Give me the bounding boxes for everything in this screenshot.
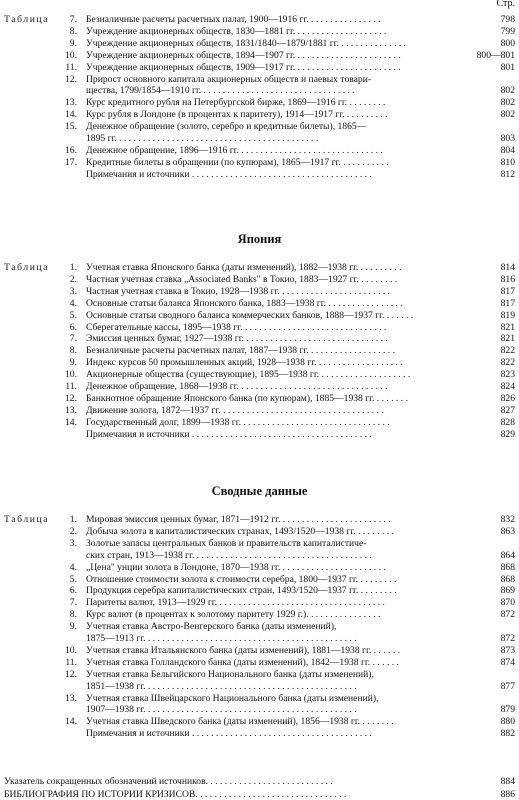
entry-title-line: Учреждение акционерных обществ, 1894—1907 гг. . . . . . . . . . . . . . . . . . . . . . . xyxy=(86,49,401,61)
toc-entry[interactable] xyxy=(0,157,519,169)
entry-title-line: ских стран, 1913—1938 гг. . . . . . . . . . . . . . . . . . . . . . . . . . . . . . . . . . . . . . xyxy=(86,549,372,561)
page-number: 802 xyxy=(500,109,515,121)
page-number: 816 xyxy=(500,273,515,285)
page-number: 798 xyxy=(500,14,515,25)
entry-number: 7. xyxy=(69,14,77,25)
entry-title-line: Денежное обращение (золото, серебро и кредитные билеты), 1865— xyxy=(86,121,367,133)
page-number: 826 xyxy=(500,392,515,404)
entry-number: 6. xyxy=(69,321,77,333)
toc-entry[interactable] xyxy=(0,381,519,393)
entry-number: 14. xyxy=(65,109,77,121)
toc-entry[interactable] xyxy=(0,145,519,157)
entry-title-line: Учетная ставка Австро-Венгерского банка (даты изменений), xyxy=(86,621,337,633)
toc-entry[interactable] xyxy=(0,669,519,693)
entry-title-line: Мировая эмиссия ценных бумаг, 1871—1912 гг. . . . . . . . . . . . . . . . . . . . . . . . xyxy=(86,514,391,525)
entry-title-line: Безналичные расчеты расчетных палат, 1900—1916 гг. . . . . . . . . . . . . . . . xyxy=(86,14,381,25)
toc-entry[interactable] xyxy=(0,776,519,788)
page-number: 877 xyxy=(500,680,515,692)
page-number: 829 xyxy=(500,428,515,440)
entry-number: 11. xyxy=(65,61,77,73)
toc-entry[interactable] xyxy=(0,574,519,586)
page-number: 822 xyxy=(500,357,515,369)
entry-number: 7. xyxy=(69,333,77,345)
entry-title-line: Индекс курсов 50 промышленных акций, 1928—1938 гг. . . . . . . . . . . . . . . . . . . xyxy=(86,357,403,369)
page-number: 804 xyxy=(500,144,515,156)
toc-entry[interactable] xyxy=(0,38,519,50)
page-number: 803 xyxy=(500,132,515,144)
page-number: 810 xyxy=(500,156,515,168)
entry-title-line: 1875—1913 гг. . . . . . . . . . . . . . . . . . . . . . . . . . . . . . . . . . . . . . . . . . . . . xyxy=(86,632,357,644)
entry-title-line: Учетная ставка Итальянского банка (даты изменений), 1881—1938 гг. . . . . . . xyxy=(86,644,401,656)
toc-entry[interactable] xyxy=(0,26,519,38)
section-title: Сводные данные xyxy=(211,484,308,498)
entry-title-line: Движение золота, 1872—1937 гг. . . . . . . . . . . . . . . . . . . . . . . . . . . . . . . . . . . xyxy=(86,404,384,416)
entry-title-line: Курс рубля в Лондоне (в процентах к паритету), 1914—1917 гг. . . . . . . . . . xyxy=(86,109,388,121)
entry-title-line: Отношение стоимости золота к стоимости серебра, 1800—1937 гг. . . . . . . . . xyxy=(86,573,397,585)
page-column-header: Стр. xyxy=(496,0,515,9)
toc-entry[interactable] xyxy=(0,585,519,597)
toc-entry[interactable] xyxy=(0,74,519,98)
entry-number: 16. xyxy=(65,144,77,156)
entry-number: 8. xyxy=(69,345,77,357)
entry-number: 14. xyxy=(65,416,77,428)
entry-number: 13. xyxy=(65,97,77,109)
page-number: 868 xyxy=(500,573,515,585)
entry-title-line: Основные статьи сводного баланса коммерческих банков, 1888—1937 гг. . . . . . . xyxy=(86,309,414,321)
table-label: Таблица xyxy=(4,262,50,273)
entry-title-line: щества, 1799/1854—1910 гг. . . . . . . . . . . . . . . . . . . . . . . . . . . . . . . . . xyxy=(86,85,355,97)
toc-entry[interactable] xyxy=(0,526,519,538)
page-number: 873 xyxy=(500,644,515,656)
table-label: Таблица xyxy=(4,14,50,25)
entry-number: 10. xyxy=(65,644,77,656)
toc-entry[interactable] xyxy=(0,345,519,357)
page-number: 884 xyxy=(500,776,515,787)
toc-entry[interactable] xyxy=(0,357,519,369)
entry-title-line: Основные статьи баланса Японского банка, 1883—1938 гг. . . . . . . . . . . . . . . . . xyxy=(86,297,403,309)
entry-number: 12. xyxy=(65,73,77,85)
entry-number: 9. xyxy=(69,37,77,49)
entry-title-line: Частная учетная ставка в Токио, 1928—1938 гг. . . . . . . . . . . . . . . . . . . . . . . . xyxy=(86,285,391,297)
toc-entry[interactable] xyxy=(0,645,519,657)
toc-entry[interactable] xyxy=(0,621,519,645)
page-number: 799 xyxy=(500,25,515,37)
toc-entry[interactable] xyxy=(0,405,519,417)
toc-entry[interactable] xyxy=(0,286,519,298)
entry-title-line: 1907—1938 гг. . . . . . . . . . . . . . . . . . . . . . . . . . . . . . . . . . . . . . . . . . . . . xyxy=(86,704,357,716)
entry-number: 9. xyxy=(69,621,77,633)
entry-title-line: Учетная ставка Голландского банка (даты изменений), 1842—1938 гг. . . . . . . xyxy=(86,656,399,668)
entry-number: 6. xyxy=(69,585,77,597)
page-number: 800 xyxy=(500,37,515,49)
entry-title-line: Государственный долг, 1899—1938 гг. . . . . . . . . . . . . . . . . . . . . . . . . . . . . . . . xyxy=(86,416,390,428)
entry-title-line: Акционерные общества (существующие), 1895—1938 гг. . . . . . . . . . . . . . . . . . . . xyxy=(86,369,411,381)
entry-number: 12. xyxy=(65,668,77,680)
entry-title-line: Учетная ставка Шведского банка (даты изменений), 1856—1938 гг. . . . . . . . xyxy=(86,716,394,728)
page-number: 802 xyxy=(500,85,515,97)
entry-number: 13. xyxy=(65,404,77,416)
toc-entry[interactable] xyxy=(0,597,519,609)
toc-entry[interactable] xyxy=(0,429,519,441)
entry-title-line: Прирост основного капитала акционерных обществ и паевых товари- xyxy=(86,73,372,85)
entry-title-line: Сберегательные кассы, 1895—1938 гг. . . . . . . . . . . . . . . . . . . . . . . . . . . . . . . xyxy=(86,321,387,333)
toc-entry[interactable] xyxy=(0,322,519,334)
entry-number: 3. xyxy=(69,285,77,297)
entry-title-line: 1851—1938 гг. . . . . . . . . . . . . . . . . . . . . . . . . . . . . . . . . . . . . . . . . . . . . xyxy=(86,680,357,692)
entry-title-line: Учреждение акционерных обществ, 1830—1881 гг. . . . . . . . . . . . . . . . . . . . xyxy=(86,25,387,37)
toc-entry[interactable] xyxy=(0,693,519,717)
entry-number: 15. xyxy=(65,121,77,133)
page-number: 886 xyxy=(500,789,515,800)
entry-number: 14. xyxy=(65,716,77,728)
entry-number: 8. xyxy=(69,25,77,37)
page-number: 879 xyxy=(500,704,515,716)
entry-title-line: Банкнотное обращение Японского банка (по купюрам), 1885—1938 гг. . . . . . . . xyxy=(86,392,408,404)
entry-number: 10. xyxy=(65,369,77,381)
entry-number: 17. xyxy=(65,156,77,168)
page-number: 817 xyxy=(500,297,515,309)
entry-number: 10. xyxy=(65,49,77,61)
entry-title-line: Примечания и источники . . . . . . . . . . . . . . . . . . . . . . . . . . . . . . . . . . . . . . xyxy=(86,428,372,440)
entry-title-line: Денежное обращение, 1868—1938 гг. . . . . . . . . . . . . . . . . . . . . . . . . . . . . . . . xyxy=(86,381,388,392)
page-number: 870 xyxy=(500,597,515,609)
entry-title-line: Денежное обращение, 1896—1916 гг. . . . . . . . . . . . . . . . . . . . . . . . . . . . . . . xyxy=(86,144,383,156)
tail-entry-title: Указатель сокращенных обозначений источников. . . . . . . . . . . . . . . . . . . . . . . . . . . xyxy=(4,776,333,787)
toc-entry[interactable] xyxy=(0,789,519,800)
entry-title-line: Примечания и источники . . . . . . . . . . . . . . . . . . . . . . . . . . . . . . . . . . . . . . xyxy=(86,728,372,740)
toc-entry[interactable] xyxy=(0,14,519,26)
entry-number: 1. xyxy=(69,514,77,525)
entry-number: 5. xyxy=(69,309,77,321)
toc-entry[interactable] xyxy=(0,728,519,740)
toc-entry[interactable] xyxy=(0,262,519,274)
page-number: 814 xyxy=(500,262,515,273)
entry-number: 3. xyxy=(69,537,77,549)
toc-entry[interactable] xyxy=(0,393,519,405)
entry-title-line: Золотые запасы центральных банков и правительств капиталистиче- xyxy=(86,537,367,549)
entry-title-line: Учетная ставка Швейцарского Национального банка (даты изменений), xyxy=(86,692,379,704)
toc-entry[interactable] xyxy=(0,609,519,621)
tail-entry-title: БИБЛИОГРАФИЯ ПО ИСТОРИИ КРИЗИСОВ. . . . . . . . . . . . . . . . . . . . . . . . . . . . . . . . xyxy=(4,789,347,800)
entry-number: 4. xyxy=(69,561,77,573)
entry-number: 1. xyxy=(69,262,77,273)
page-number: 872 xyxy=(500,609,515,621)
toc-entry[interactable] xyxy=(0,274,519,286)
page-number: 874 xyxy=(500,656,515,668)
page-number: 828 xyxy=(500,416,515,428)
page-number: 817 xyxy=(500,285,515,297)
page-number: 864 xyxy=(500,549,515,561)
entry-title-line: Добыча золота в капиталистических странах, 1493/1520—1938 гг. . . . . . . . . xyxy=(86,525,394,537)
entry-title-line: Паритеты валют, 1913—1929 гг. . . . . . . . . . . . . . . . . . . . . . . . . . . . . . . . . . . . xyxy=(86,597,385,609)
entry-number: 8. xyxy=(69,609,77,621)
page-number: 827 xyxy=(500,404,515,416)
page-number: 802 xyxy=(500,97,515,109)
toc-entry[interactable] xyxy=(0,62,519,74)
page-number: 823 xyxy=(500,369,515,381)
toc-entry[interactable] xyxy=(0,417,519,429)
toc-entry[interactable] xyxy=(0,298,519,310)
page-number: 832 xyxy=(500,514,515,525)
toc-entry[interactable] xyxy=(0,369,519,381)
toc-entry[interactable] xyxy=(0,716,519,728)
entry-title-line: Учетная ставка Японского банка (даты изменений), 1882—1938 гг. . . . . . . . . . xyxy=(86,262,402,273)
entry-number: 4. xyxy=(69,297,77,309)
entry-number: 5. xyxy=(69,573,77,585)
toc-entry[interactable] xyxy=(0,50,519,62)
page-number: 869 xyxy=(500,585,515,597)
toc-entry[interactable] xyxy=(0,109,519,121)
toc-entry[interactable] xyxy=(0,514,519,526)
page-number: 880 xyxy=(500,716,515,728)
toc-entry[interactable] xyxy=(0,657,519,669)
page-number: 863 xyxy=(500,525,515,537)
entry-number: 11. xyxy=(65,656,77,668)
page-number: 882 xyxy=(500,728,515,740)
entry-number: 11. xyxy=(65,381,77,392)
entry-title-line: Продукция серебра капиталистических стран, 1493/1520—1937 гг. . . . . . . . . xyxy=(86,585,397,597)
entry-title-line: Курс валют (в процентах к золотому паритету 1929 г.). . . . . . . . . . . . . . . . xyxy=(86,609,381,621)
toc-entry[interactable] xyxy=(0,97,519,109)
entry-title-line: Частная учетная ставка „Associated Banks" в Токио, 1883—1927 гг. . . . . . . . . xyxy=(86,273,398,285)
entry-number: 2. xyxy=(69,525,77,537)
entry-title-line: Учреждение акционерных обществ, 1831/1840—1879/1881 гг. . . . . . . . . . . . . . . xyxy=(86,37,407,49)
entry-title-line: Курс кредитного рубля на Петербургской бирже, 1869—1916 гг. . . . . . . . . xyxy=(86,97,386,109)
page-number: 812 xyxy=(500,168,515,180)
entry-number: 7. xyxy=(69,597,77,609)
page-number: 872 xyxy=(500,632,515,644)
toc-entry[interactable] xyxy=(0,538,519,562)
page-number: 821 xyxy=(500,321,515,333)
toc-entry[interactable] xyxy=(0,333,519,345)
page-number: 822 xyxy=(500,345,515,357)
entry-title-line: „Цена" унции золота в Лондоне, 1870—1938 гг. . . . . . . . . . . . . . . . . . . . . . . xyxy=(86,561,386,573)
table-label: Таблица xyxy=(4,514,50,525)
page-number: 801 xyxy=(500,61,515,73)
entry-title-line: 1895 гг. . . . . . . . . . . . . . . . . . . . . . . . . . . . . . . . . . . . . . . . . . . xyxy=(86,132,319,144)
entry-title-line: Эмиссия ценных бумаг, 1927—1938 гг. . . . . . . . . . . . . . . . . . . . . . . . . . . . . . . xyxy=(86,333,388,345)
page-number: 821 xyxy=(500,333,515,345)
entry-number: 12. xyxy=(65,392,77,404)
page-number: 819 xyxy=(500,309,515,321)
entry-title-line: Примечания и источники . . . . . . . . . . . . . . . . . . . . . . . . . . . . . . . . . . . . . . xyxy=(86,168,372,180)
toc-entry[interactable] xyxy=(0,562,519,574)
entry-title-line: Учетная ставка Бельгийского Национального банка (даты изменений), xyxy=(86,668,374,680)
toc-entry[interactable] xyxy=(0,310,519,322)
page-number: 868 xyxy=(500,561,515,573)
entry-number: 13. xyxy=(65,692,77,704)
page-number: 824 xyxy=(500,381,515,392)
page-number: 800—801 xyxy=(476,49,515,61)
entry-number: 2. xyxy=(69,273,77,285)
entry-number: 9. xyxy=(69,357,77,369)
toc-entry[interactable] xyxy=(0,169,519,181)
entry-title-line: Учреждение акционерных обществ, 1909—1917 гг. . . . . . . . . . . . . . . . . . . . . . . xyxy=(86,61,401,73)
toc-entry[interactable] xyxy=(0,121,519,145)
section-title: Япония xyxy=(237,232,282,246)
entry-title-line: Кредитные билеты в обращении (по купюрам), 1865—1917 гг. . . . . . . . . . . xyxy=(86,156,389,168)
entry-title-line: Безналичные расчеты расчетных палат, 1887—1938 гг. . . . . . . . . . . . . . . . . . . xyxy=(86,345,395,357)
